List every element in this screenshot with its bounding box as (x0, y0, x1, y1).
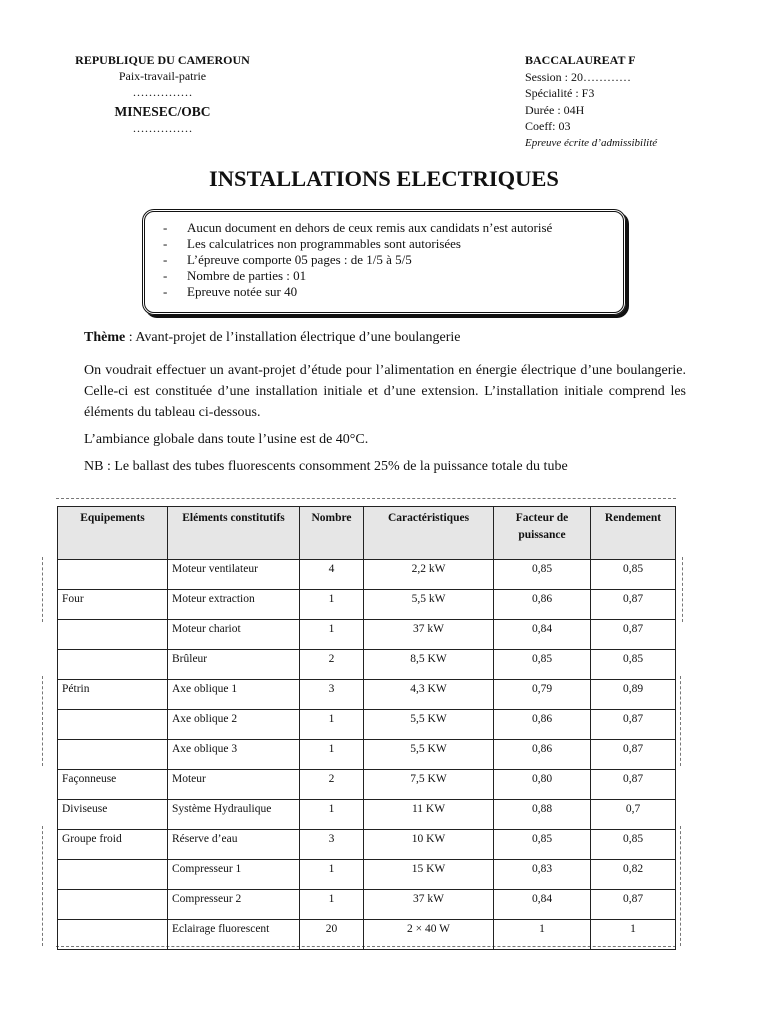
element-cell: Moteur (168, 770, 300, 800)
equipment-cell (58, 740, 168, 770)
count-cell: 1 (300, 860, 364, 890)
efficiency-cell: 0,85 (591, 650, 676, 680)
table-header-cell: Rendement (591, 507, 676, 560)
equipment-cell: Façonneuse (58, 770, 168, 800)
spec-cell: 37 kW (364, 620, 494, 650)
efficiency-cell: 0,89 (591, 680, 676, 710)
equipment-cell (58, 920, 168, 950)
equipment-cell: Pétrin (58, 680, 168, 710)
rule-item (163, 268, 623, 284)
table-header-row (58, 507, 676, 560)
exam-epreuve: Epreuve écrite d’admissibilité (525, 136, 658, 149)
table-row (58, 860, 676, 890)
spec-cell: 4,3 KW (364, 680, 494, 710)
theme-text: : Avant-projet de l’installation électrique d’une boulangerie (125, 330, 461, 345)
element-cell: Moteur extraction (168, 590, 300, 620)
rule-text: Nombre de parties : 01 (187, 268, 307, 283)
power-factor-cell: 0,84 (494, 620, 591, 650)
efficiency-cell: 0,85 (591, 560, 676, 590)
rule-item (163, 220, 623, 236)
header-right (525, 52, 725, 151)
margin-dashes (42, 557, 43, 622)
element-cell: Compresseur 2 (168, 890, 300, 920)
table-row (58, 890, 676, 920)
element-cell: Compresseur 1 (168, 860, 300, 890)
rules-box (142, 209, 626, 315)
count-cell: 4 (300, 560, 364, 590)
power-factor-cell: 1 (494, 920, 591, 950)
spec-cell: 5,5 kW (364, 590, 494, 620)
table-row (58, 740, 676, 770)
margin-dashes (680, 826, 681, 946)
equipment-cell (58, 890, 168, 920)
element-cell: Axe oblique 3 (168, 740, 300, 770)
rule-text: Aucun document en dehors de ceux remis aux candidats n’est autorisé (187, 220, 553, 235)
efficiency-cell: 0,87 (591, 740, 676, 770)
element-cell: Moteur ventilateur (168, 560, 300, 590)
efficiency-cell: 0,87 (591, 890, 676, 920)
country-name: REPUBLIQUE DU CAMEROUN (75, 53, 250, 67)
spec-cell: 5,5 KW (364, 710, 494, 740)
exam-duree: Durée : 04H (525, 102, 585, 117)
spec-cell: 2 × 40 W (364, 920, 494, 950)
country-motto: Paix-travail-patrie (118, 69, 207, 83)
rule-text: Epreuve notée sur 40 (187, 284, 298, 299)
equipment-cell (58, 860, 168, 890)
count-cell: 3 (300, 830, 364, 860)
table-row (58, 710, 676, 740)
table-row (58, 830, 676, 860)
count-cell: 1 (300, 620, 364, 650)
efficiency-cell: 1 (591, 920, 676, 950)
table-row (58, 620, 676, 650)
theme-line (84, 330, 460, 346)
exam-specialite: Spécialité : F3 (525, 86, 595, 100)
exam-session: Session : 20………… (525, 69, 632, 84)
element-cell: Eclairage fluorescent (168, 920, 300, 950)
page-title: INSTALLATIONS ELECTRIQUES (209, 166, 559, 191)
equipment-cell (58, 710, 168, 740)
efficiency-cell: 0,87 (591, 620, 676, 650)
equipment-table (57, 506, 676, 950)
count-cell: 2 (300, 770, 364, 800)
margin-dashes (42, 676, 43, 766)
table-header-cell: Equipements (58, 507, 168, 560)
spec-cell: 5,5 KW (364, 740, 494, 770)
rule-dash: - (163, 252, 168, 267)
equipment-cell (58, 560, 168, 590)
count-cell: 2 (300, 650, 364, 680)
element-cell: Système Hydraulique (168, 800, 300, 830)
equipment-cell (58, 620, 168, 650)
table-row (58, 590, 676, 620)
rule-text: L’épreuve comporte 05 pages : de 1/5 à 5/5 (187, 252, 412, 267)
rule-dash: - (163, 236, 168, 251)
header-dots: …………… (132, 121, 193, 135)
element-cell: Réserve d’eau (168, 830, 300, 860)
table-header-cell: Caractéristiques (364, 507, 494, 560)
table-header-cell: Eléments constitutifs (168, 507, 300, 560)
rule-item (163, 236, 623, 252)
header-dots: …………… (132, 85, 193, 99)
count-cell: 1 (300, 590, 364, 620)
efficiency-cell: 0,87 (591, 590, 676, 620)
table-header-cell: Nombre (300, 507, 364, 560)
spec-cell: 2,2 kW (364, 560, 494, 590)
table-row (58, 920, 676, 950)
count-cell: 20 (300, 920, 364, 950)
margin-dashes (680, 676, 681, 766)
spec-cell: 8,5 KW (364, 650, 494, 680)
efficiency-cell: 0,85 (591, 830, 676, 860)
power-factor-cell: 0,86 (494, 590, 591, 620)
equipment-cell: Diviseuse (58, 800, 168, 830)
table-row (58, 650, 676, 680)
exam-coeff: Coeff: 03 (525, 119, 571, 133)
count-cell: 1 (300, 890, 364, 920)
efficiency-cell: 0,7 (591, 800, 676, 830)
ambiance-paragraph: L’ambiance globale dans toute l’usine est de 40°C. (84, 432, 369, 447)
element-cell: Axe oblique 2 (168, 710, 300, 740)
margin-dashes (42, 826, 43, 946)
element-cell: Moteur chariot (168, 620, 300, 650)
equipment-cell (58, 650, 168, 680)
table-row (58, 680, 676, 710)
rule-dash: - (163, 220, 168, 235)
rules-list (163, 220, 623, 300)
element-cell: Axe oblique 1 (168, 680, 300, 710)
nb-paragraph: NB : Le ballast des tubes fluorescents consomment 25% de la puissance totale du tube (84, 459, 568, 474)
intro-paragraph: On voudrait effectuer un avant-projet d’étude pour l’alimentation en énergie électrique d’une boulangerie. Celle-ci est constituée d’une installation initiale et d’une extension. L’installation initiale comprend les éléments du tableau ci-dessous. (84, 363, 686, 420)
equipment-cell: Four (58, 590, 168, 620)
margin-dashes (682, 557, 683, 622)
spec-cell: 10 KW (364, 830, 494, 860)
count-cell: 3 (300, 680, 364, 710)
count-cell: 1 (300, 710, 364, 740)
rule-dash: - (163, 268, 168, 283)
efficiency-cell: 0,87 (591, 770, 676, 800)
rule-item (163, 252, 623, 268)
spec-cell: 37 kW (364, 890, 494, 920)
power-factor-cell: 0,85 (494, 560, 591, 590)
table-header-cell: Facteur de puissance (494, 507, 591, 560)
header-left (40, 52, 285, 136)
count-cell: 1 (300, 740, 364, 770)
spec-cell: 11 KW (364, 800, 494, 830)
rule-text: Les calculatrices non programmables sont autorisées (187, 236, 461, 251)
power-factor-cell: 0,79 (494, 680, 591, 710)
efficiency-cell: 0,87 (591, 710, 676, 740)
element-cell: Brûleur (168, 650, 300, 680)
table-row (58, 770, 676, 800)
efficiency-cell: 0,82 (591, 860, 676, 890)
spec-cell: 7,5 KW (364, 770, 494, 800)
power-factor-cell: 0,88 (494, 800, 591, 830)
equipment-cell: Groupe froid (58, 830, 168, 860)
table-row (58, 560, 676, 590)
power-factor-cell: 0,80 (494, 770, 591, 800)
power-factor-cell: 0,83 (494, 860, 591, 890)
theme-label: Thème (84, 330, 126, 345)
power-factor-cell: 0,85 (494, 830, 591, 860)
table-row (58, 800, 676, 830)
power-factor-cell: 0,86 (494, 710, 591, 740)
power-factor-cell: 0,84 (494, 890, 591, 920)
rule-item (163, 284, 623, 300)
power-factor-cell: 0,85 (494, 650, 591, 680)
ministry-name: MINESEC/OBC (114, 104, 211, 119)
count-cell: 1 (300, 800, 364, 830)
power-factor-cell: 0,86 (494, 740, 591, 770)
spec-cell: 15 KW (364, 860, 494, 890)
rule-dash: - (163, 284, 168, 299)
exam-name: BACCALAUREAT F (525, 53, 636, 67)
